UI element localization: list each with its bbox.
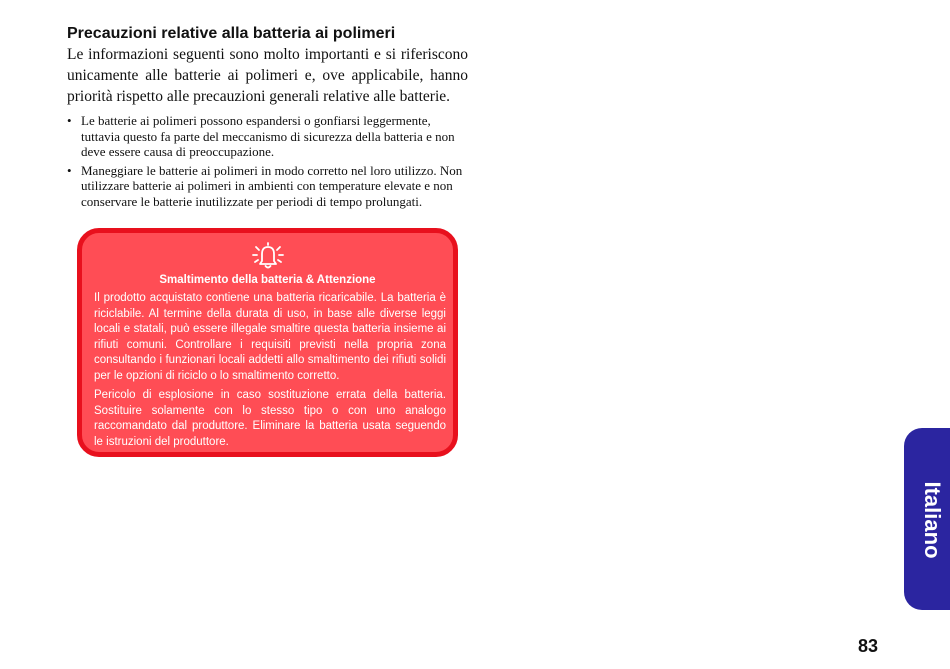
bullet-text: Le batterie ai polimeri possono espandersi o gonfiarsi leggermente, tuttavia questo fa parte del meccanismo di sicurezza della batteria e non deve essere causa di preoccupazione. <box>81 113 455 159</box>
list-item <box>67 113 468 160</box>
alarm-bell-icon <box>250 240 286 270</box>
bullet-text: Maneggiare le batterie ai polimeri in modo corretto nel loro utilizzo. Non utilizzare batterie ai polimeri in ambienti con temperature elevate e non conservare le batterie inutilizzate per periodi di tempo prolungati. <box>81 162 463 209</box>
bullet-symbol: • <box>67 162 72 178</box>
warning-paragraph-disposal: Il prodotto acquistato contiene una batteria ricaricabile. La batteria è riciclabile. Al termine della durata di uso, in base alle diverse leggi locali e statali, può essere illegale smaltire questa batteria insieme ai rifiuti comuni. Controllare i requisiti previsti nella propria zona consultando i funzionari locali addetti allo smaltimento dei rifiuti solidi per le opzioni di riciclo o lo smaltimento corretto. <box>94 292 446 382</box>
list-item <box>67 163 468 210</box>
bullet-list <box>67 113 468 212</box>
section-title: Precauzioni relative alla batteria ai polimeri <box>67 25 396 42</box>
language-tab-label: Italiano <box>920 481 945 559</box>
bullet-symbol: • <box>67 113 72 128</box>
intro-paragraph: Le informazioni seguenti sono molto importanti e si riferiscono unicamente alle batterie ai polimeri e, ove applicabile, hanno priorità rispetto alle precauzioni generali relative alle batterie. <box>67 46 468 105</box>
warning-paragraph-explosion: Pericolo di esplosione in caso sostituzione errata della batteria. Sostituire solamente con lo stesso tipo o con uno analogo raccomandato dal produttore. Eliminare la batteria usata seguendo le istruzioni del produttore. <box>94 389 446 448</box>
page-number: 83 <box>857 636 879 656</box>
warning-title: Smaltimento della batteria & Attenzione <box>159 274 376 286</box>
battery-warning-box <box>77 228 458 457</box>
